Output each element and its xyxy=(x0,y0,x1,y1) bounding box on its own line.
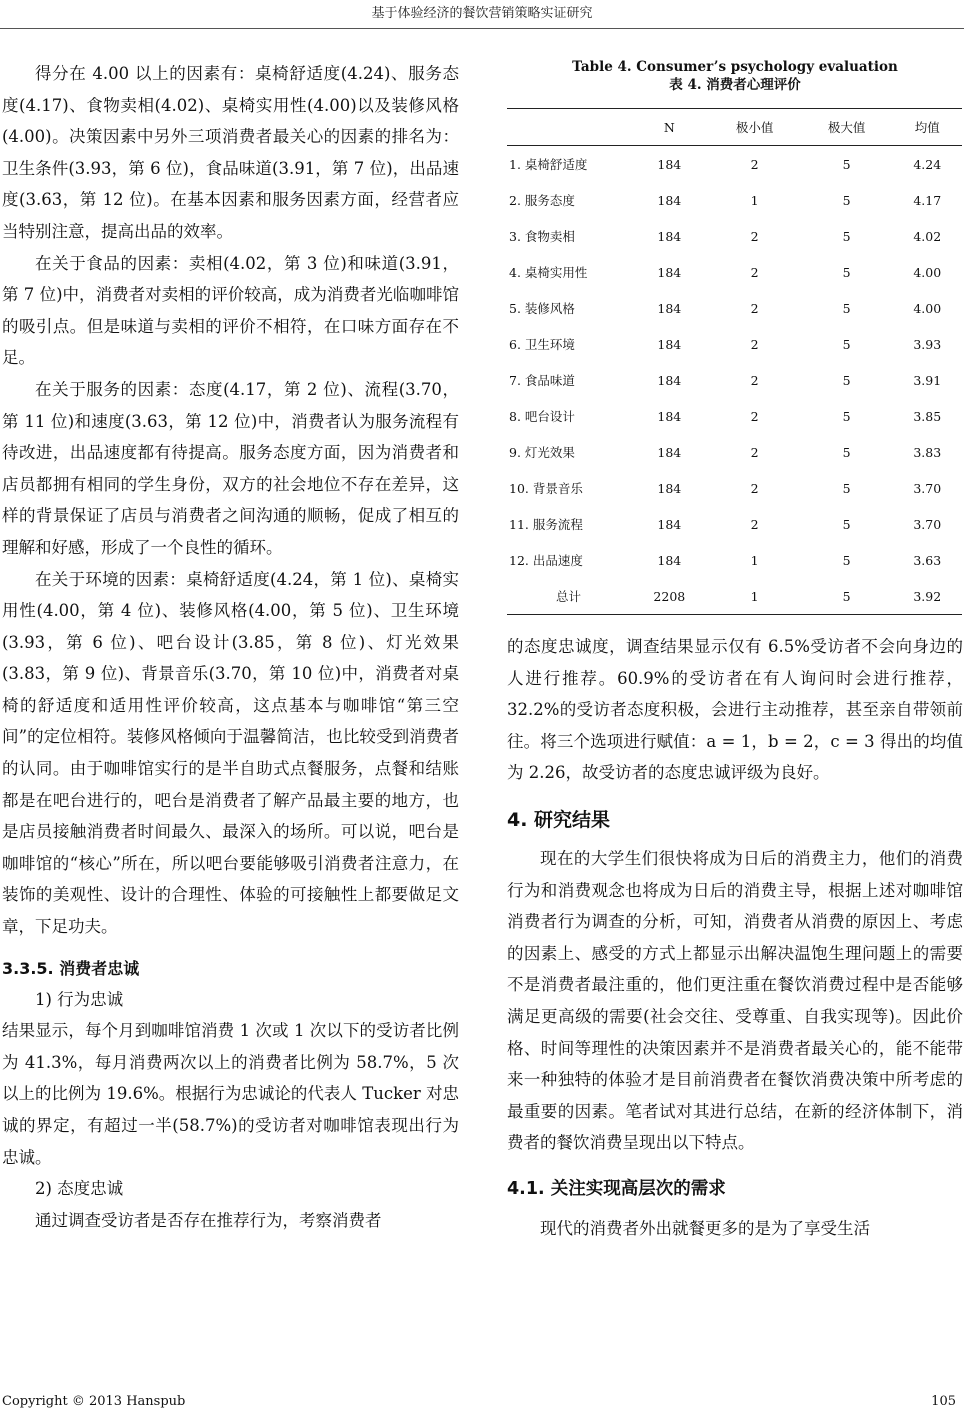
table-cell: 5 xyxy=(842,372,851,388)
table-row xyxy=(507,290,962,326)
table-cell: 4.17 xyxy=(913,192,942,208)
table-row xyxy=(507,326,962,362)
table-cell: 184 xyxy=(657,552,682,568)
table-cell: 5 xyxy=(842,156,851,172)
table-cell: 11. 服务流程 xyxy=(509,517,583,532)
table-cell: 5 xyxy=(842,444,851,460)
table-cell: 3.91 xyxy=(913,372,942,388)
table-cell: 3.85 xyxy=(913,408,942,424)
table-cell: 2. 服务态度 xyxy=(509,193,575,208)
table-cell: 5 xyxy=(842,480,851,496)
table-row xyxy=(507,362,962,398)
table-cell: 4.24 xyxy=(913,156,942,172)
table-row xyxy=(507,578,962,615)
table-cell: 184 xyxy=(657,444,682,460)
section-heading-4-1: 4.1. 关注实现高层次的需求 xyxy=(507,1178,726,1199)
table-cell: 184 xyxy=(657,156,682,172)
table-cell: 3.93 xyxy=(913,336,942,352)
table-cell: 12. 出品速度 xyxy=(509,553,583,568)
table-row xyxy=(507,434,962,470)
paragraph: 现代的消费者外出就餐更多的是为了享受生活 xyxy=(540,1218,870,1238)
table-cell: 184 xyxy=(657,372,682,388)
table-row xyxy=(507,470,962,506)
paragraph: 在关于服务的因素：态度(4.17，第 2 位)、流程(3.70，第 11 位)和速度(3.63，第 12 位)中，消费者认为服务流程有待改进，出品速度都有待提高。服务态度方面，因为消费者和店员都拥有相同的学生身份，双方的社会地位不存在差异，这样的背景保证了店员与消费者之间沟通的顺畅，促成了相互的理解和好感，形成了一个良性的循环。 xyxy=(2,379,459,557)
table-cell: 总计 xyxy=(555,589,581,604)
table-cell: 3.92 xyxy=(913,588,942,604)
table-cell: 3.83 xyxy=(913,444,942,460)
table-header: N xyxy=(663,119,675,135)
table-title-cn: 表 4. 消费者心理评价 xyxy=(669,77,801,93)
paragraph: 在关于食品的因素：卖相(4.02，第 3 位)和味道(3.91，第 7 位)中，消费者对卖相的评价较高，成为消费者光临咖啡馆的吸引点。但是味道与卖相的评价不相符，在口味方面存在不足。 xyxy=(2,253,459,368)
table-cell: 3.70 xyxy=(913,480,942,496)
table-cell: 184 xyxy=(657,336,682,352)
table-row xyxy=(507,542,962,578)
table-cell: 3. 食物卖相 xyxy=(509,229,575,244)
table-cell: 184 xyxy=(657,480,682,496)
section-heading-3-3-5: 3.3.5. 消费者忠诚 xyxy=(2,958,140,978)
paragraph: 现在的大学生们很快将成为日后的消费主力，他们的消费行为和消费观念也将成为日后的消费主导，根据上述对咖啡馆消费者行为调查的分析，可知，消费者从消费的原因上、考虑的因素上、感受的方式上都显示出解决温饱生理问题上的需要不是消费者最注重的，他们更注重在餐饮消费过程中是否能够满足更高级的需要(社会交往、受尊重、自我实现等)。因此价格、时间等理性的决策因素并不是消费者最关心的，能不能带来一种独特的体验才是目前消费者在餐饮消费决策中所考虑的最重要的因素。笔者试对其进行总结，在新的经济体制下，消费者的餐饮消费呈现出以下特点。 xyxy=(507,848,963,1153)
table-cell: 4.00 xyxy=(913,264,942,280)
table-cell: 4.02 xyxy=(913,228,942,244)
table-row xyxy=(507,182,962,218)
paragraph: 结果显示，每个月到咖啡馆消费 1 次或 1 次以下的受访者比例为 41.3%，每月消费两次以上的消费者比例为 58.7%，5 次以上的比例为 19.6%。根据行为忠诚论的代表人 Tucker 对忠诚的界定，有超过一半(58.7%)的受访者对咖啡馆表现出行为忠诚。 xyxy=(2,1021,459,1167)
right-column xyxy=(507,58,963,1245)
table-cell: 8. 吧台设计 xyxy=(509,409,575,424)
table-cell: 2 xyxy=(750,228,759,244)
table-cell: 9. 灯光效果 xyxy=(509,445,575,460)
table-cell: 184 xyxy=(657,192,682,208)
table-cell: 1 xyxy=(750,588,759,604)
table-row xyxy=(507,218,962,254)
list-item: 2) 态度忠诚 xyxy=(35,1179,124,1199)
table-cell: 3.63 xyxy=(913,552,942,568)
table-body xyxy=(507,146,962,615)
table-header-row xyxy=(507,109,962,146)
table-cell: 2 xyxy=(750,156,759,172)
table-header xyxy=(507,109,630,146)
table-cell: 1 xyxy=(750,552,759,568)
table-cell: 184 xyxy=(657,408,682,424)
copyright: Copyright © 2013 Hanspub xyxy=(2,1394,186,1409)
table-cell: 5. 装修风格 xyxy=(509,301,575,316)
table-cell: 184 xyxy=(657,300,682,316)
table-cell: 4.00 xyxy=(913,300,942,316)
paragraph: 通过调查受访者是否存在推荐行为，考察消费者 xyxy=(35,1210,382,1230)
table-row xyxy=(507,146,962,183)
table-header: 极小值 xyxy=(735,120,774,135)
table-cell: 184 xyxy=(657,264,682,280)
table-cell: 10. 背景音乐 xyxy=(509,481,583,496)
table-cell: 2 xyxy=(750,480,759,496)
table-cell: 4. 桌椅实用性 xyxy=(509,265,588,280)
table-cell: 2 xyxy=(750,444,759,460)
table-row xyxy=(507,398,962,434)
table-cell: 2 xyxy=(750,408,759,424)
table-header: 均值 xyxy=(914,120,940,135)
table-cell: 184 xyxy=(657,228,682,244)
table-cell: 6. 卫生环境 xyxy=(509,337,575,352)
table-cell: 5 xyxy=(842,588,851,604)
table-cell: 2208 xyxy=(653,588,686,604)
table-cell: 5 xyxy=(842,552,851,568)
table-cell: 1. 桌椅舒适度 xyxy=(509,157,588,172)
table-cell: 5 xyxy=(842,336,851,352)
table-title-en: Table 4. Consumer’s psychology evaluation xyxy=(572,59,898,75)
table-cell: 3.70 xyxy=(913,516,942,532)
section-heading-4: 4. 研究结果 xyxy=(507,808,611,831)
paragraph: 的态度忠诚度，调查结果显示仅有 6.5%受访者不会向身边的人进行推荐。60.9%的受访者在有人询问时会进行推荐，32.2%的受访者态度积极，会进行主动推荐，甚至亲自带领前往。将三个选项进行赋值：a = 1，b = 2，c = 3 得出的均值为 2.26，故受访者的态度忠诚评级为良好。 xyxy=(507,637,963,783)
table-cell: 5 xyxy=(842,192,851,208)
table-cell: 5 xyxy=(842,264,851,280)
header-rule xyxy=(0,28,964,29)
table-row xyxy=(507,254,962,290)
table-cell: 5 xyxy=(842,228,851,244)
table-cell: 2 xyxy=(750,336,759,352)
table-cell: 5 xyxy=(842,300,851,316)
paragraph: 得分在 4.00 以上的因素有：桌椅舒适度(4.24)、服务态度(4.17)、食物卖相(4.02)、桌椅实用性(4.00)以及装修风格(4.00)。决策因素中另外三项消费者最关心的因素的排名为：卫生条件(3.93，第 6 位)，食品味道(3.91，第 7 位)，出品速度(3.63，第 12 位)。在基本因素和服务因素方面，经营者应当特别注意，提高出品的效率。 xyxy=(2,64,459,241)
list-item: 1) 行为忠诚 xyxy=(35,989,124,1009)
table-cell: 2 xyxy=(750,516,759,532)
table-cell: 5 xyxy=(842,516,851,532)
left-column xyxy=(2,58,459,1236)
table-cell: 2 xyxy=(750,264,759,280)
table-cell: 2 xyxy=(750,372,759,388)
table-row xyxy=(507,506,962,542)
page-number: 105 xyxy=(931,1394,956,1409)
running-title: 基于体验经济的餐饮营销策略实证研究 xyxy=(371,6,593,21)
consumer-psychology-table xyxy=(507,108,962,615)
table-cell: 5 xyxy=(842,408,851,424)
table-cell: 1 xyxy=(750,192,759,208)
table-cell: 7. 食品味道 xyxy=(509,373,575,388)
paragraph: 在关于环境的因素：桌椅舒适度(4.24，第 1 位)、桌椅实用性(4.00，第 4 位)、装修风格(4.00，第 5 位)、卫生环境(3.93，第 6 位)、吧台设计(3.85，第 8 位)、灯光效果(3.83，第 9 位)、背景音乐(3.70，第 10 位)中，消费者对桌椅的舒适度和适用性评价较高，这点基本与咖啡馆“第三空间”的定位相符。装修风格倾向于温馨简洁，也比较受到消费者的认同。由于咖啡馆实行的是半自助式点餐服务，点餐和结账都是在吧台进行的，吧台是消费者了解产品最主要的地方，也是店员接触消费者时间最久、最深入的场所。可以说，吧台是咖啡馆的“核心”所在，所以吧台要能够吸引消费者注意力，在装饰的美观性、设计的合理性、体验的可接触性上都要做足文章，下足功夫。 xyxy=(2,569,459,937)
table-cell: 2 xyxy=(750,300,759,316)
table-cell: 184 xyxy=(657,516,682,532)
table-header: 极大值 xyxy=(827,120,866,135)
